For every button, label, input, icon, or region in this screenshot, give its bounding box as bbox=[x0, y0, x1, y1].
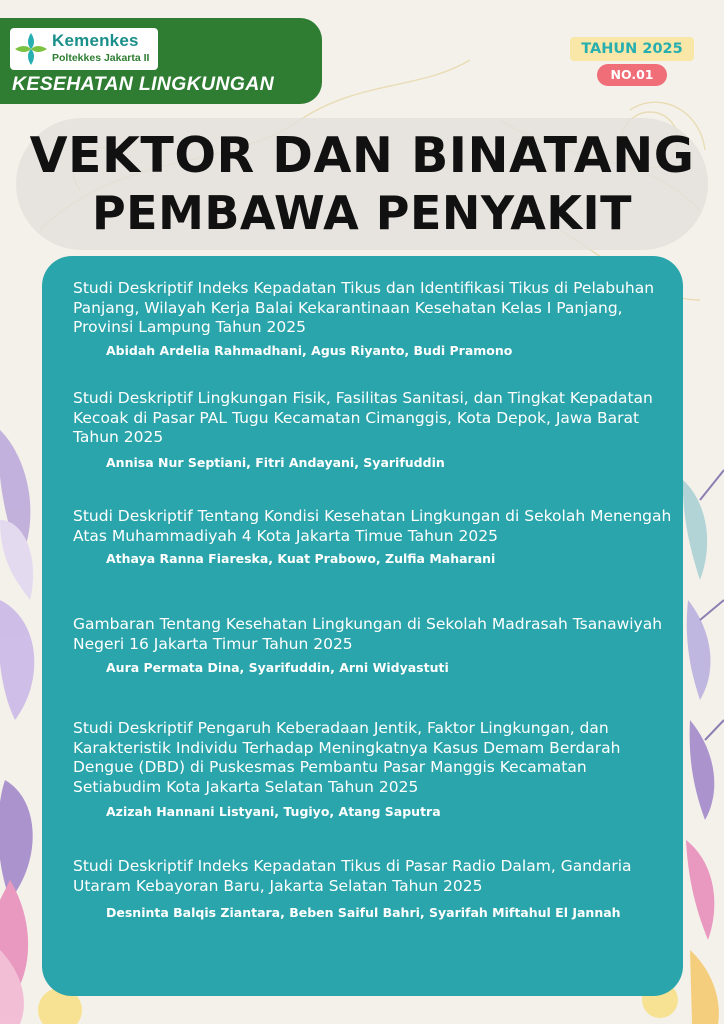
article-authors: Azizah Hannani Listyani, Tugiyo, Atang Saputra bbox=[106, 804, 441, 819]
issue-number-badge: NO.01 bbox=[597, 64, 667, 86]
article-title: Studi Deskriptif Lingkungan Fisik, Fasilitas Sanitasi, dan Tingkat Kepadatan Kecoak di Pasar PAL Tugu Kecamatan Cimanggis, Kota Depok, Jawa Barat Tahun 2025 bbox=[73, 389, 653, 446]
logo-title: Kemenkes bbox=[52, 31, 139, 50]
department-label: KESEHATAN LINGKUNGAN bbox=[12, 73, 275, 95]
year-badge: TAHUN 2025 bbox=[570, 37, 694, 61]
article-title: Studi Deskriptif Tentang Kondisi Kesehatan Lingkungan di Sekolah Menengah Atas Muhammadiyah 4 Kota Jakarta Timue Tahun 2025 bbox=[73, 507, 672, 545]
article-authors: Annisa Nur Septiani, Fitri Andayani, Syarifuddin bbox=[106, 455, 445, 470]
article-title: Studi Deskriptif Indeks Kepadatan Tikus di Pasar Radio Dalam, Gandaria Utaram Kebayoran Baru, Jakarta Selatan Tahun 2025 bbox=[73, 857, 632, 895]
article-authors: Aura Permata Dina, Syarifuddin, Arni Widyastuti bbox=[106, 660, 449, 675]
article-authors: Desninta Balqis Ziantara, Beben Saiful Bahri, Syarifah Miftahul El Jannah bbox=[106, 905, 621, 920]
article-title: Studi Deskriptif Indeks Kepadatan Tikus dan Identifikasi Tikus di Pelabuhan Panjang, Wilayah Kerja Balai Kekarantinaan Kesehatan Kelas I Panjang, Provinsi Lampung Tahun 2025 bbox=[73, 279, 655, 336]
left-leaves-decoration bbox=[0, 430, 34, 1024]
article-authors: Abidah Ardelia Rahmadhani, Agus Riyanto, Budi Pramono bbox=[106, 343, 513, 358]
page-title-line-1: VEKTOR DAN BINATANG bbox=[29, 127, 695, 184]
article-authors: Athaya Ranna Fiareska, Kuat Prabowo, Zulfia Maharani bbox=[106, 551, 496, 566]
logo-subtitle: Poltekkes Jakarta II bbox=[52, 52, 150, 64]
page-title-line-2: PEMBAWA PENYAKIT bbox=[91, 186, 633, 240]
kemenkes-logo-icon bbox=[13, 31, 49, 67]
article-title: Gambaran Tentang Kesehatan Lingkungan di Sekolah Madrasah Tsanawiyah Negeri 16 Jakarta Timur Tahun 2025 bbox=[73, 615, 663, 653]
article-title: Studi Deskriptif Pengaruh Keberadaan Jentik, Faktor Lingkungan, dan Karakteristik Individu Terhadap Meningkatnya Kasus Demam Berdarah Dengue (DBD) di Puskesmas Pembantu Pasar Manggis Kecamatan Setiabudim Kota Jakarta Selatan Tahun 2025 bbox=[73, 719, 621, 796]
